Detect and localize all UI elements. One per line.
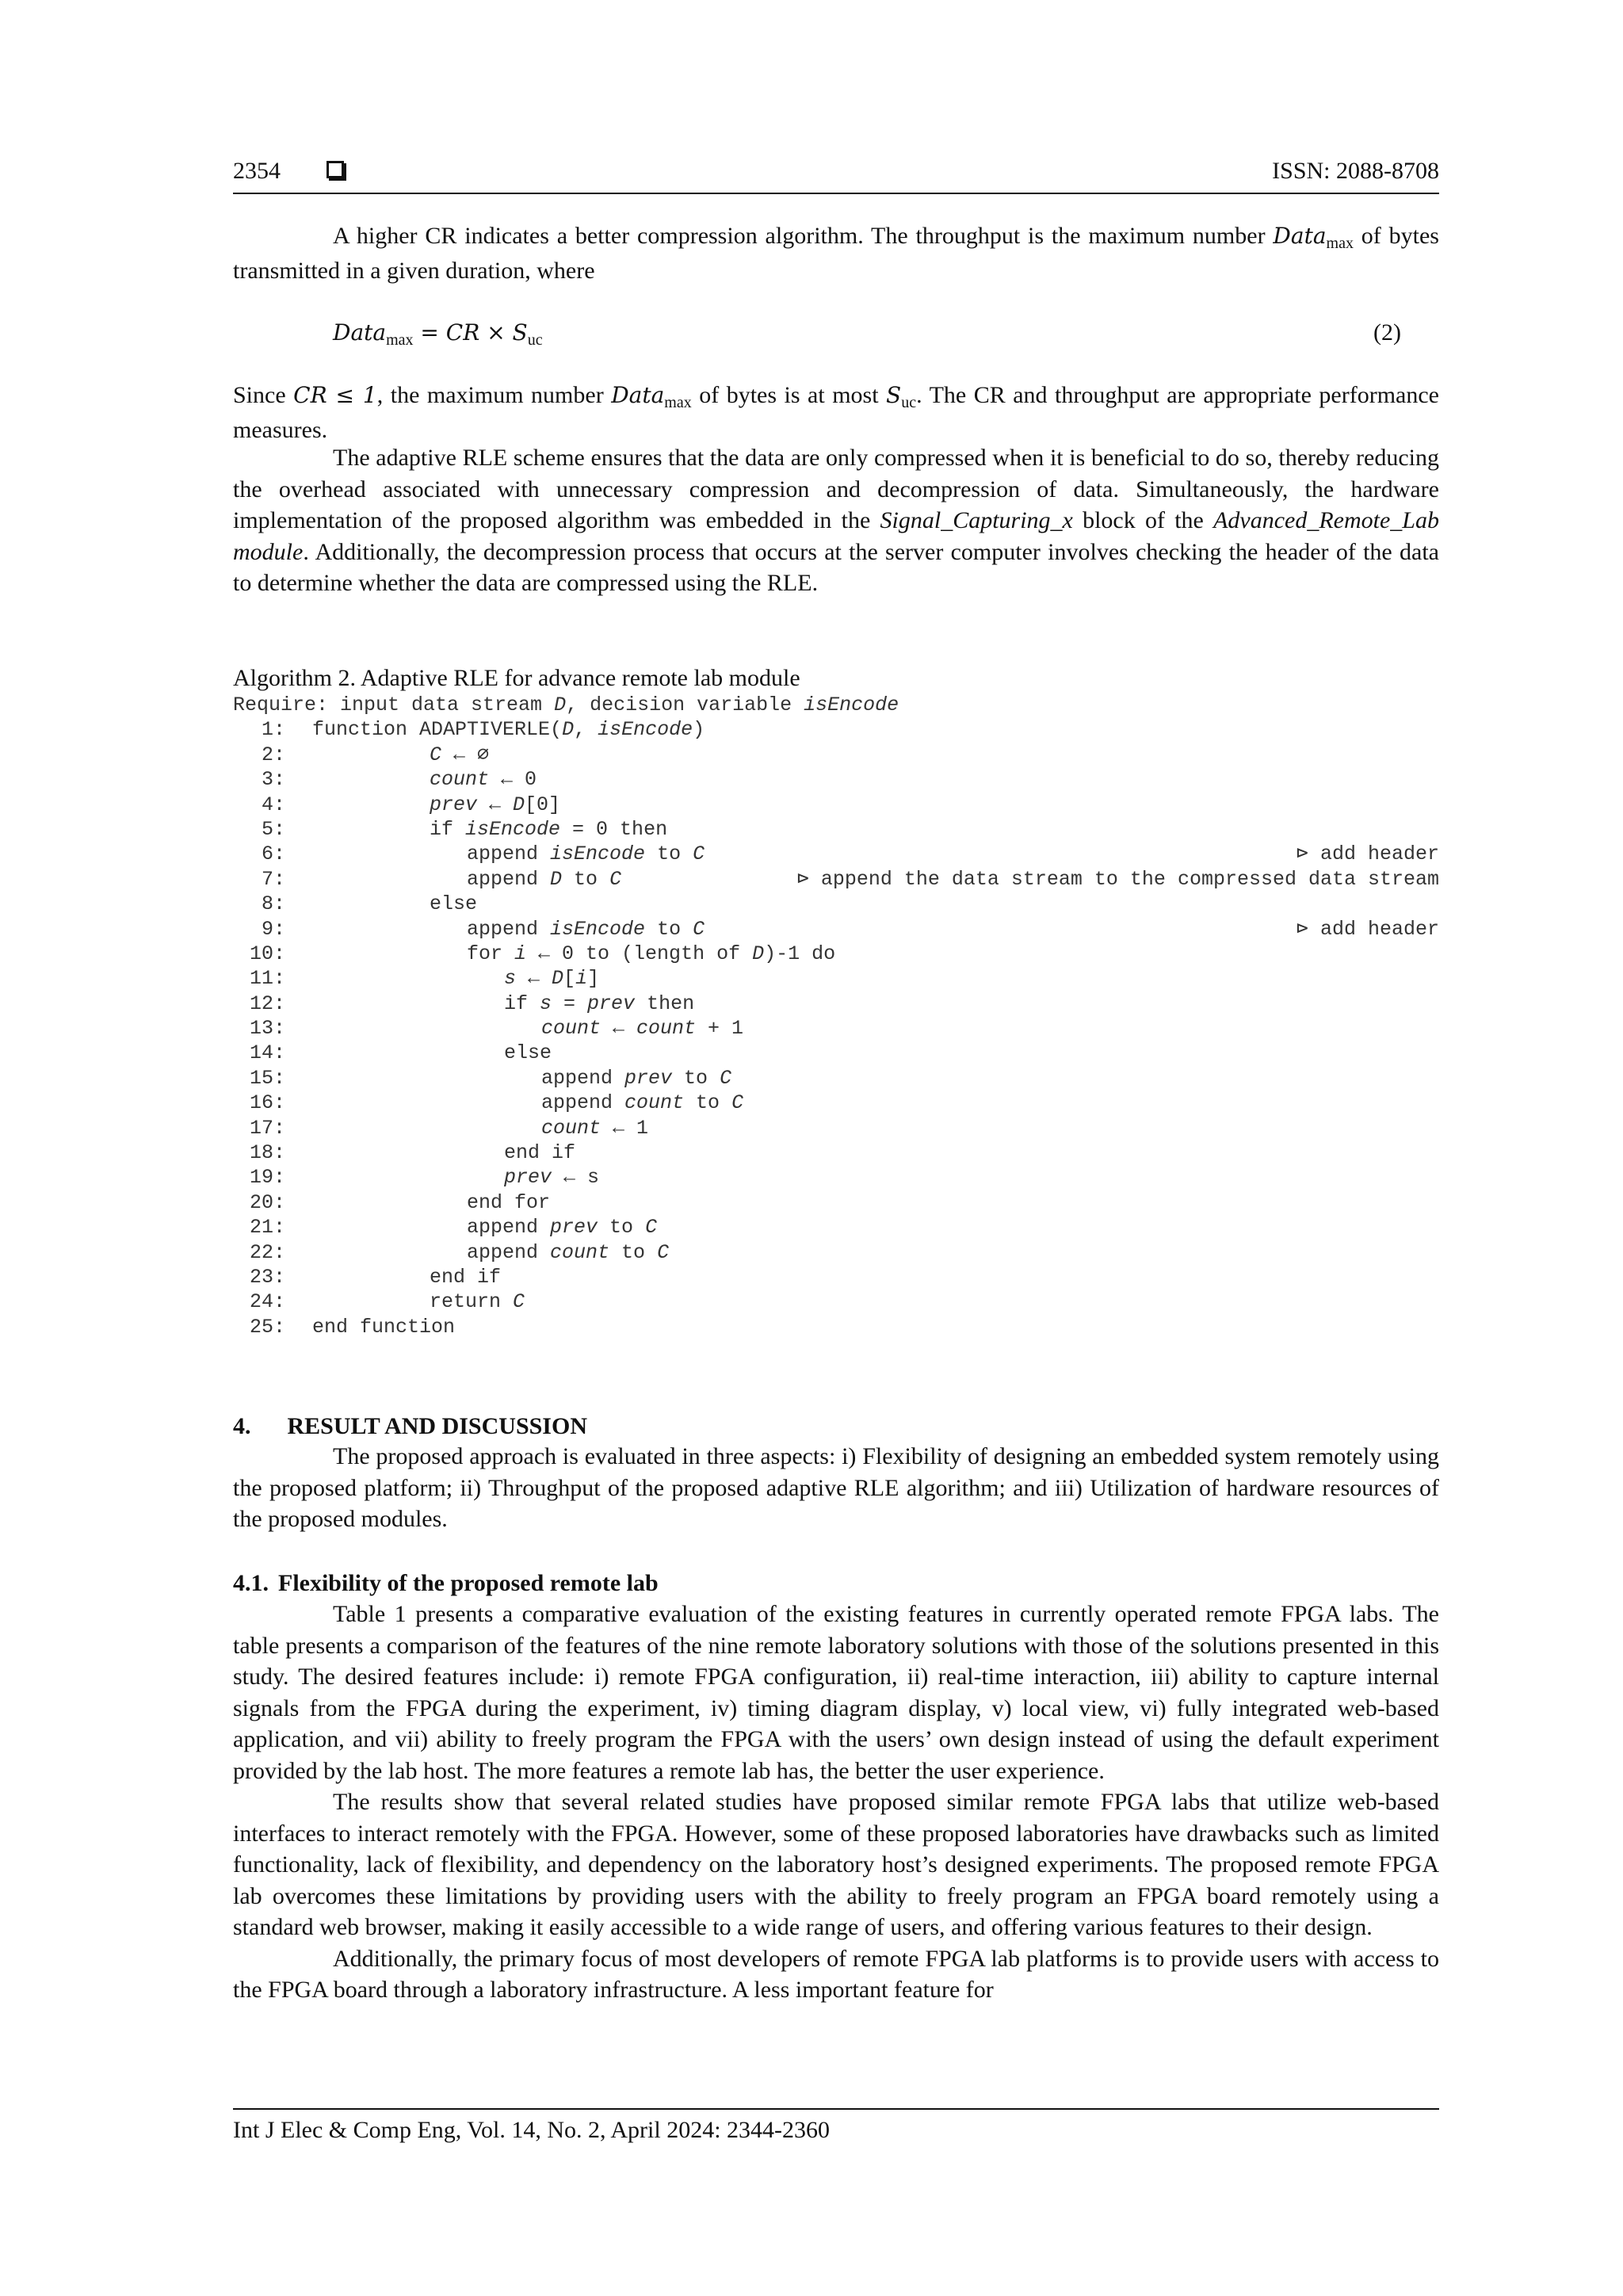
- algorithm-line: [233, 1165, 1439, 1190]
- math-s: S: [886, 382, 902, 408]
- math-data: Data: [333, 319, 387, 346]
- section-title: RESULT AND DISCUSSION: [287, 1413, 587, 1439]
- line-number: 19:: [249, 1166, 285, 1190]
- line-number: 18:: [249, 1141, 285, 1165]
- line-number: 15:: [249, 1066, 285, 1090]
- line-number: 16:: [249, 1091, 285, 1115]
- paragraph-1: [233, 220, 1439, 286]
- line-number: 11:: [249, 967, 285, 991]
- algorithm-line: [233, 1041, 1439, 1065]
- line-number: 9:: [261, 917, 285, 941]
- line-number: 6:: [261, 842, 285, 866]
- line-code: count ← 1: [541, 1116, 649, 1140]
- italic-term: Advanced_Remote_Lab module: [233, 507, 1439, 565]
- line-code: append prev to C: [467, 1216, 658, 1240]
- line-code: for i ← 0 to (length of D)-1 do: [467, 942, 836, 965]
- line-code: append count to C: [467, 1240, 670, 1264]
- algorithm-line: [233, 743, 1439, 767]
- math-inequality: CR ≤ 1: [293, 382, 377, 408]
- equation-2: [233, 315, 1439, 350]
- text: D: [554, 693, 567, 716]
- line-code: end for: [467, 1190, 551, 1214]
- text: The adaptive RLE scheme ensures that the data are only compressed when it is beneficial to do so, thereby reducing the overhead associated with unnecessary compression and decompression of data. Simultaneously, the hardware implementation of the proposed algorithm was embedded in the: [233, 445, 1439, 533]
- page-footer: Int J Elec & Comp Eng, Vol. 14, No. 2, April 2024: 2344-2360: [233, 2117, 831, 2143]
- line-code: s ← D[i]: [504, 967, 600, 991]
- line-code: end if: [504, 1141, 576, 1165]
- paragraph-3: [233, 442, 1439, 599]
- algorithm-line: [233, 917, 1439, 942]
- section-4-heading: [233, 1411, 587, 1442]
- line-number: 12:: [249, 991, 285, 1015]
- algorithm-line: [233, 966, 1439, 991]
- line-code: append isEncode to C: [467, 842, 705, 866]
- section-4-paragraph: [233, 1441, 1439, 1535]
- line-comment: ⊳ add header: [1296, 917, 1439, 941]
- section-number: 4.1.: [233, 1570, 269, 1596]
- line-code: function ADAPTIVERLE(D, isEncode): [312, 718, 705, 742]
- line-code: end if: [430, 1265, 502, 1289]
- line-number: 14:: [249, 1041, 285, 1065]
- text: . The CR and throughput are appropriate performance measures.: [233, 382, 1439, 443]
- issn: ISSN: 2088-8708: [1272, 158, 1439, 184]
- line-code: if isEncode = 0 then: [430, 817, 668, 841]
- line-number: 10:: [249, 942, 285, 965]
- section-4-1-heading: [233, 1568, 659, 1599]
- paragraph: The results show that several related studies have proposed similar remote FPGA labs that utilize web-based interfaces to interact remotely with the FPGA. However, some of these proposed laboratories have drawbacks such as limited functionality, lack of flexibility, and dependency on the laboratory host’s designed experiments. The proposed remote FPGA lab overcomes these limitations by providing users with the ability to freely program an FPGA board remotely using a standard web browser, making it easily accessible to a wide range of users, and offering various features to their design.: [233, 1789, 1439, 1940]
- algorithm-line: [233, 1116, 1439, 1140]
- text: of bytes transmitted in a given duration, where: [233, 223, 1439, 284]
- math-expression: = CR × S: [413, 319, 528, 346]
- line-number: 2:: [261, 743, 285, 766]
- line-code: prev ← s: [504, 1166, 600, 1190]
- text: Require: input data stream: [233, 693, 555, 716]
- line-code: end function: [312, 1315, 456, 1339]
- paragraph-2: [233, 380, 1439, 445]
- algorithm-listing: [233, 693, 1439, 1339]
- line-number: 25:: [249, 1315, 285, 1339]
- line-number: 7:: [261, 867, 285, 891]
- text: , decision variable: [566, 693, 804, 716]
- line-number: 3:: [261, 768, 285, 792]
- line-number: 20:: [249, 1190, 285, 1214]
- paragraph: Table 1 presents a comparative evaluation of the existing features in currently operated remote FPGA labs. The table presents a comparison of the features of the nine remote laboratory solutions with those of the solutions presented in this study. The desired features include: i) remote FPGA configuration, ii) real-time interaction, iii) ability to capture internal signals from the FPGA during the experiment, iv) timing diagram display, v) local view, vi) fully integrated web-based application, and vii) ability to freely program the FPGA with the users’ own design instead of using the default experiment provided by the lab host. The more features a remote lab has, the better the user experience.: [233, 1601, 1439, 1784]
- subscript: max: [664, 394, 692, 411]
- algorithm-line: [233, 767, 1439, 792]
- subscript: max: [386, 331, 414, 349]
- section-4-1-body: [233, 1599, 1439, 2006]
- algorithm-line: [233, 1289, 1439, 1314]
- line-code: else: [430, 892, 478, 916]
- subscript: uc: [527, 331, 543, 349]
- text: block of the: [1072, 507, 1214, 533]
- algorithm-line: [233, 991, 1439, 1016]
- section-title: Flexibility of the proposed remote lab: [278, 1570, 659, 1596]
- line-number: 13:: [249, 1017, 285, 1041]
- line-code: append D to C: [467, 867, 622, 891]
- line-number: 5:: [261, 817, 285, 841]
- line-code: prev ← D[0]: [430, 793, 561, 816]
- line-number: 8:: [261, 892, 285, 916]
- section-number: 4.: [233, 1413, 251, 1439]
- equation-body: [333, 315, 543, 353]
- header-rule: [233, 193, 1439, 194]
- line-number: 4:: [261, 793, 285, 816]
- line-comment: ⊳ add header: [1296, 842, 1439, 866]
- algorithm-line: [233, 1140, 1439, 1165]
- algorithm-line: [233, 793, 1439, 817]
- text: of bytes is at most: [691, 382, 887, 408]
- algorithm-caption: Algorithm 2. Adaptive RLE for advance remote lab module: [233, 665, 800, 691]
- algorithm-line: [233, 1240, 1439, 1265]
- paragraph: Additionally, the primary focus of most developers of remote FPGA lab platforms is to provide users with access to the FPGA board through a laboratory infrastructure. A less important feature for: [233, 1945, 1439, 2003]
- algorithm-line: [233, 1016, 1439, 1041]
- text: The proposed approach is evaluated in three aspects: i) Flexibility of designing an embedded system remotely using the proposed platform; ii) Throughput of the proposed adaptive RLE algorithm; and iii) Utilization of hardware resources of the proposed modules.: [233, 1443, 1439, 1532]
- subscript: max: [1326, 235, 1354, 252]
- text: Since: [233, 382, 294, 408]
- text: , the maximum number: [376, 382, 612, 408]
- page-number: 2354: [233, 158, 281, 184]
- algorithm-line: [233, 892, 1439, 916]
- line-number: 1:: [261, 718, 285, 742]
- line-number: 23:: [249, 1265, 285, 1289]
- line-number: 17:: [249, 1116, 285, 1140]
- page-header: [233, 155, 1439, 190]
- text: isEncode: [804, 693, 899, 716]
- text: A higher CR indicates a better compression algorithm. The throughput is the maximum number: [333, 223, 1274, 249]
- algorithm-line: [233, 1066, 1439, 1091]
- line-number: 21:: [249, 1216, 285, 1240]
- line-code: count ← count + 1: [541, 1017, 744, 1041]
- equation-number: (2): [1373, 319, 1401, 346]
- square-bullet-icon: [327, 161, 344, 178]
- line-number: 22:: [249, 1240, 285, 1264]
- line-code: else: [504, 1041, 552, 1065]
- math-data: Data: [611, 382, 665, 408]
- line-comment: ⊳ append the data stream to the compressed data stream: [796, 867, 1439, 891]
- line-code: C ← ∅: [430, 743, 490, 766]
- subscript: uc: [901, 394, 917, 411]
- line-code: return C: [430, 1290, 525, 1314]
- line-code: count ← 0: [430, 768, 537, 792]
- italic-term: Signal_Capturing_x: [880, 507, 1073, 533]
- algorithm-line: [233, 867, 1439, 892]
- line-code: append isEncode to C: [467, 917, 705, 941]
- algorithm-line: [233, 717, 1439, 742]
- algorithm-line: [233, 1190, 1439, 1215]
- algorithm-line: [233, 842, 1439, 866]
- algorithm-line: [233, 817, 1439, 842]
- line-code: append prev to C: [541, 1066, 732, 1090]
- math-data: Data: [1273, 223, 1327, 249]
- text: . Additionally, the decompression process that occurs at the server computer involves checking the header of the data to determine whether the data are compressed using the RLE.: [233, 538, 1439, 596]
- algorithm-line: [233, 1265, 1439, 1289]
- algorithm-line: [233, 942, 1439, 966]
- line-code: append count to C: [541, 1091, 744, 1115]
- algorithm-line: [233, 1215, 1439, 1240]
- algorithm-require: [233, 693, 1439, 717]
- line-code: if s = prev then: [504, 991, 695, 1015]
- line-number: 24:: [249, 1290, 285, 1314]
- footer-rule: [233, 2108, 1439, 2110]
- algorithm-line: [233, 1091, 1439, 1115]
- algorithm-line: [233, 1315, 1439, 1339]
